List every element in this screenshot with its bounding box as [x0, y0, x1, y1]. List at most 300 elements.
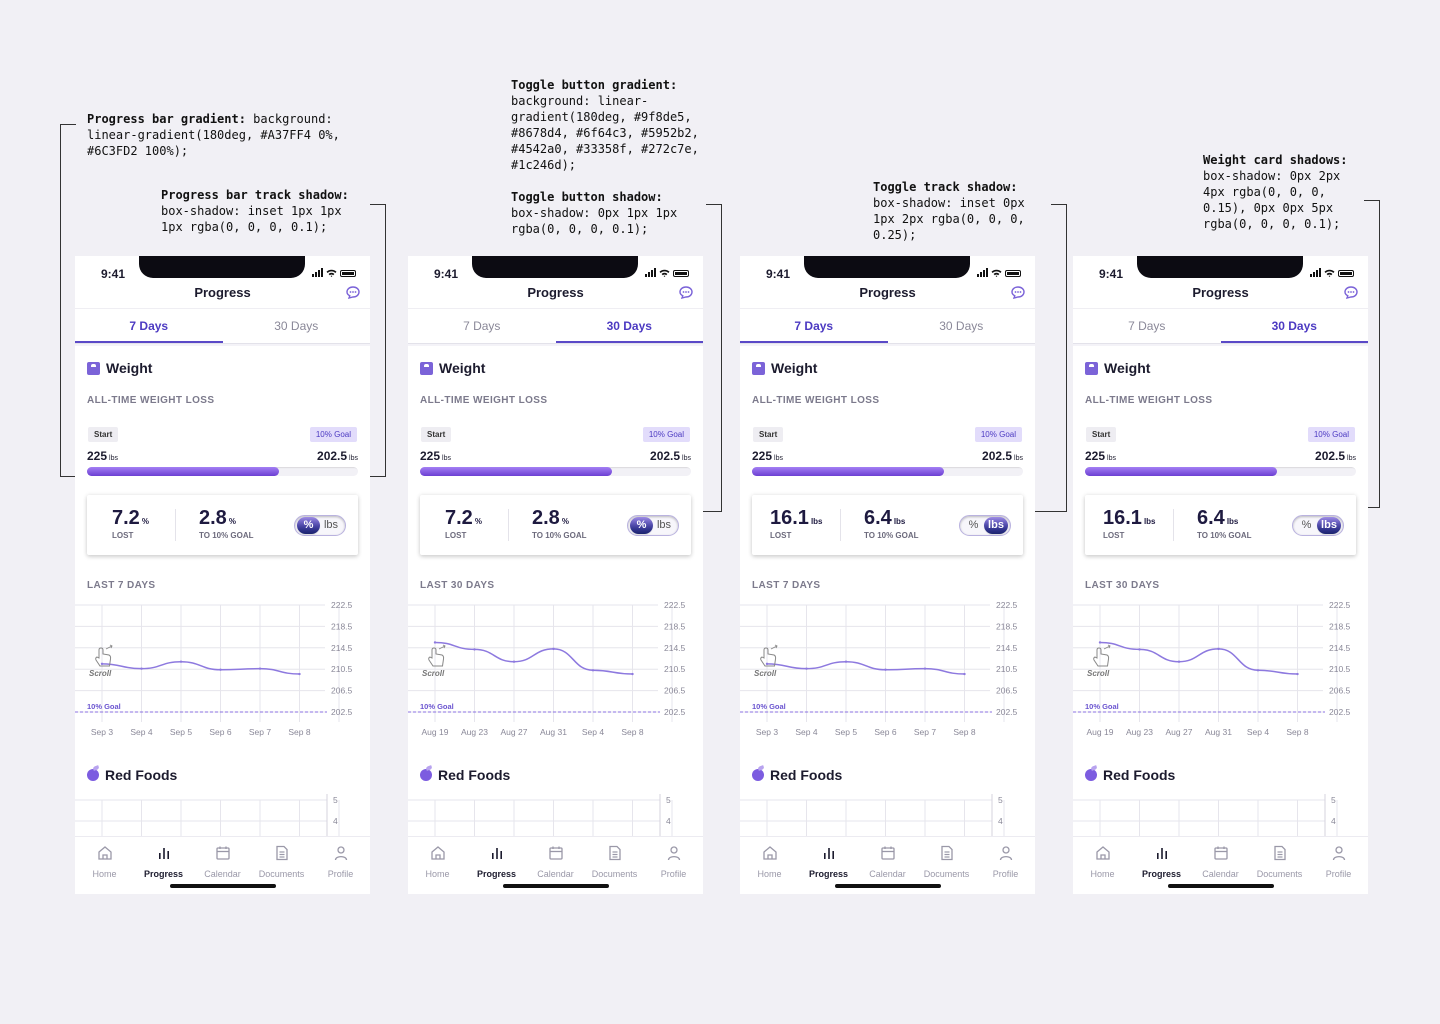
- red-foods-title: Red Foods: [770, 767, 843, 783]
- lost-unit: %: [141, 517, 149, 526]
- weight-point: [963, 673, 965, 675]
- lost-value: 16.1: [1103, 507, 1142, 529]
- tabbar-label: Progress: [808, 869, 849, 879]
- phone-screen-2: [408, 256, 703, 894]
- unit-toggle[interactable]: [959, 515, 1011, 536]
- scale-icon: [1085, 362, 1098, 375]
- red-foods-header: [87, 767, 177, 783]
- signal-icon: [1310, 268, 1321, 277]
- weight-card: [420, 495, 691, 555]
- tabbar-home[interactable]: [408, 837, 467, 894]
- goal-line-label: 10% Goal: [752, 702, 786, 711]
- status-time: 9:41: [1099, 267, 1124, 281]
- tabbar-label: Calendar: [204, 869, 241, 879]
- lost-stat: [1103, 507, 1156, 540]
- lost-value: 16.1: [770, 507, 809, 529]
- apple-icon: [752, 769, 764, 781]
- lost-unit: lbs: [1143, 517, 1156, 526]
- tab-30-days[interactable]: 30 Days: [274, 319, 319, 333]
- goal-line-label: 10% Goal: [87, 702, 121, 711]
- x-tick-label: Sep 6: [874, 727, 897, 737]
- progress-fill: [87, 467, 279, 476]
- weight-header: [1085, 360, 1150, 376]
- note-toggle-track-shadow: Toggle track shadow: box-shadow: inset 0px 1px 2px rgba(0, 0, 0, 0.25);: [873, 180, 1025, 242]
- divider: [75, 344, 370, 346]
- start-weight: 225 lbs: [87, 449, 118, 463]
- scroll-hint: Scroll: [754, 669, 777, 678]
- wifi-icon: [1324, 269, 1335, 277]
- home-indicator: [170, 884, 276, 888]
- document-icon: [1272, 845, 1288, 861]
- toggle-lbs[interactable]: lbs: [1317, 517, 1341, 534]
- start-chip: Start: [1086, 427, 1116, 442]
- tab-bar: [1073, 836, 1368, 894]
- y-tick-label: 202.5: [331, 707, 353, 717]
- weight-point: [473, 648, 475, 650]
- weight-point: [259, 667, 261, 669]
- hand-scroll-icon: [1094, 648, 1109, 666]
- lost-value: 7.2: [445, 507, 473, 529]
- y-tick-label: 214.5: [664, 642, 686, 653]
- unit-toggle[interactable]: [627, 515, 679, 536]
- y-tick-label: 210.5: [664, 664, 686, 675]
- mini-y-tick: 4: [1331, 816, 1336, 826]
- status-time: 9:41: [101, 267, 126, 281]
- x-tick-label: Aug 27: [500, 727, 528, 737]
- bar-chart-icon: [489, 845, 505, 861]
- tabbar-label: Documents: [258, 869, 305, 879]
- weight-series-line: [767, 662, 965, 674]
- x-tick-label: Aug 23: [1126, 727, 1153, 737]
- calendar-icon: [548, 845, 564, 861]
- to-goal-value: 6.4: [1197, 507, 1225, 529]
- page-title: Progress: [527, 285, 584, 300]
- x-tick-label: Sep 4: [581, 727, 605, 737]
- page-title: Progress: [859, 285, 916, 300]
- note-progress-gradient: Progress bar gradient: background: linear-gradient(180deg, #A37FF4 0%, #6C3FD2 100%);: [87, 112, 340, 158]
- mini-y-tick: 4: [666, 816, 671, 826]
- toggle-lbs[interactable]: lbs: [323, 519, 339, 531]
- start-chip: Start: [88, 427, 118, 442]
- x-tick-label: Sep 8: [288, 727, 311, 737]
- weight-header: [420, 360, 485, 376]
- weight-point: [180, 661, 182, 663]
- weight-title: Weight: [1104, 360, 1151, 376]
- red-foods-chart: [408, 792, 703, 836]
- to-goal-stat: [532, 507, 587, 540]
- mini-y-tick: 5: [333, 795, 338, 805]
- x-tick-label: Aug 23: [461, 727, 488, 737]
- tabbar-label: Home: [425, 869, 450, 879]
- notch: [472, 256, 638, 278]
- tab-30-days[interactable]: 30 Days: [939, 319, 984, 333]
- weight-point: [1217, 648, 1219, 650]
- weight-point: [805, 667, 807, 669]
- y-tick-label: 206.5: [664, 685, 686, 696]
- swipe-arrow-icon: [771, 645, 777, 649]
- notch: [804, 256, 970, 278]
- x-tick-label: Aug 19: [1086, 727, 1114, 737]
- weight-chart[interactable]: [408, 596, 703, 746]
- weight-card: [752, 495, 1023, 555]
- mini-y-tick: 4: [998, 816, 1003, 826]
- y-tick-label: 222.5: [664, 600, 686, 610]
- status-time: 9:41: [434, 267, 459, 281]
- x-tick-label: Sep 5: [834, 727, 858, 737]
- to-goal-unit: %: [228, 517, 236, 526]
- leader-line: [60, 124, 76, 477]
- start-weight: 225 lbs: [1085, 449, 1116, 463]
- status-bar: [740, 256, 1035, 288]
- calendar-icon: [880, 845, 896, 861]
- note-track-shadow: Progress bar track shadow: box-shadow: inset 1px 1px 1px rgba(0, 0, 0, 0.1);: [161, 188, 349, 234]
- toggle-lbs[interactable]: lbs: [656, 519, 672, 531]
- weight-chart[interactable]: [740, 596, 1035, 746]
- card-divider: [508, 509, 509, 541]
- bar-chart-icon: [1154, 845, 1170, 861]
- goal-weight: 202.5 lbs: [650, 449, 691, 463]
- divider: [740, 344, 1035, 346]
- alltime-caption: ALL-TIME WEIGHT LOSS: [1085, 395, 1213, 406]
- tabbar-label: Calendar: [1202, 869, 1239, 879]
- weight-chart[interactable]: [75, 596, 370, 746]
- swipe-arrow-icon: [1104, 645, 1110, 649]
- tabbar-label: Profile: [660, 869, 687, 879]
- tabbar-label: Home: [1090, 869, 1115, 879]
- signal-icon: [645, 268, 656, 277]
- weight-card: [87, 495, 358, 555]
- x-tick-label: Sep 4: [130, 727, 153, 737]
- chat-icon[interactable]: [679, 286, 693, 299]
- weight-point: [434, 641, 436, 643]
- weight-card: [1085, 495, 1356, 555]
- toggle-percent[interactable]: %: [1301, 519, 1312, 531]
- x-tick-label: Sep 7: [913, 727, 937, 737]
- x-tick-label: Aug 27: [1165, 727, 1193, 737]
- alltime-caption: ALL-TIME WEIGHT LOSS: [752, 395, 880, 406]
- scroll-hint: Scroll: [89, 669, 112, 678]
- x-tick-label: Sep 4: [1246, 727, 1270, 737]
- home-indicator: [835, 884, 941, 888]
- tabbar-label: Documents: [1256, 869, 1303, 879]
- mini-y-tick: 5: [998, 795, 1003, 805]
- lost-stat: [445, 507, 482, 540]
- x-tick-label: Sep 8: [1286, 727, 1309, 737]
- note-toggle-shadow: Toggle button shadow: box-shadow: 0px 1px 1px rgba(0, 0, 0, 0.1);: [511, 190, 678, 236]
- to-goal-label: TO 10% GOAL: [864, 531, 919, 540]
- x-tick-label: Sep 5: [169, 727, 193, 737]
- start-chip: Start: [753, 427, 783, 442]
- battery-icon: [1338, 270, 1354, 277]
- mini-y-tick: 4: [333, 816, 338, 826]
- wifi-icon: [326, 269, 337, 277]
- x-tick-label: Aug 19: [421, 727, 449, 737]
- apple-icon: [1085, 769, 1097, 781]
- note-toggle-gradient: Toggle button gradient: background: linear- gradient(180deg, #9f8de5, #8678d4, #6f64c3, #5952b2, #4542a0, #33358f, #272c7e, #1c246d);: [511, 78, 699, 172]
- weight-point: [1178, 661, 1180, 663]
- toggle-percent[interactable]: %: [630, 517, 653, 534]
- page-title: Progress: [194, 285, 251, 300]
- signal-icon: [977, 268, 988, 277]
- progress-fill: [1085, 467, 1277, 476]
- weight-point: [219, 669, 221, 671]
- to-goal-value: 2.8: [199, 507, 227, 529]
- swipe-arrow-icon: [439, 645, 445, 649]
- goal-weight: 202.5 lbs: [317, 449, 358, 463]
- weight-point: [845, 661, 847, 663]
- to-goal-stat: [1197, 507, 1252, 540]
- range-caption: LAST 7 DAYS: [752, 580, 821, 591]
- toggle-percent[interactable]: %: [297, 517, 320, 534]
- tabbar-label: Calendar: [537, 869, 574, 879]
- progress-fill: [752, 467, 944, 476]
- leader-line: [1051, 204, 1067, 512]
- weight-header: [752, 360, 817, 376]
- y-tick-label: 214.5: [996, 642, 1018, 653]
- apple-icon: [420, 769, 432, 781]
- tabbar-label: Documents: [923, 869, 970, 879]
- weight-point: [513, 661, 515, 663]
- lost-stat: [770, 507, 823, 540]
- weight-point: [552, 648, 554, 650]
- lost-unit: lbs: [810, 517, 823, 526]
- y-tick-label: 210.5: [996, 664, 1018, 675]
- to-goal-stat: [199, 507, 254, 540]
- toggle-lbs[interactable]: lbs: [984, 517, 1008, 534]
- status-bar: [408, 256, 703, 288]
- range-tabs: [1073, 308, 1368, 344]
- home-icon: [1095, 845, 1111, 861]
- note-card-shadow: Weight card shadows: box-shadow: 0px 2px 4px rgba(0, 0, 0, 0.15), 0px 0px 5px rgba(0, 0, 0, 0.1);: [1203, 153, 1348, 231]
- red-foods-header: [1085, 767, 1175, 783]
- tab-7-days[interactable]: 7 Days: [1128, 319, 1166, 333]
- tabbar-label: Progress: [1141, 869, 1182, 879]
- lost-stat: [112, 507, 149, 540]
- unit-toggle[interactable]: [294, 515, 346, 536]
- x-tick-label: Sep 3: [755, 727, 779, 737]
- red-foods-header: [420, 767, 510, 783]
- tabbar-profile[interactable]: [311, 837, 370, 894]
- goal-chip: 10% Goal: [1308, 427, 1355, 442]
- tab-7-days[interactable]: 7 Days: [463, 319, 501, 333]
- scroll-hint: Scroll: [422, 669, 445, 678]
- red-foods-title: Red Foods: [438, 767, 511, 783]
- tabbar-home[interactable]: [75, 837, 134, 894]
- tabbar-profile[interactable]: [976, 837, 1035, 894]
- profile-icon: [666, 845, 682, 861]
- document-icon: [274, 845, 290, 861]
- tabbar-label: Profile: [992, 869, 1019, 879]
- to-goal-value: 6.4: [864, 507, 892, 529]
- y-tick-label: 202.5: [996, 707, 1018, 717]
- bar-chart-icon: [821, 845, 837, 861]
- lost-value: 7.2: [112, 507, 140, 529]
- y-tick-label: 218.5: [331, 621, 353, 632]
- bar-chart-icon: [156, 845, 172, 861]
- weight-title: Weight: [439, 360, 486, 376]
- to-goal-unit: %: [561, 517, 569, 526]
- start-weight: 225 lbs: [752, 449, 783, 463]
- to-goal-value: 2.8: [532, 507, 560, 529]
- weight-point: [924, 667, 926, 669]
- x-tick-label: Sep 8: [621, 727, 644, 737]
- home-icon: [762, 845, 778, 861]
- range-caption: LAST 30 DAYS: [1085, 580, 1160, 591]
- notch: [1137, 256, 1303, 278]
- y-tick-label: 222.5: [331, 600, 353, 610]
- to-goal-unit: lbs: [1226, 517, 1239, 526]
- range-tabs: [408, 308, 703, 344]
- status-bar: [75, 256, 370, 288]
- goal-weight: 202.5 lbs: [982, 449, 1023, 463]
- battery-icon: [340, 270, 356, 277]
- mini-y-tick: 5: [1331, 795, 1336, 805]
- scroll-hint: Scroll: [1087, 669, 1110, 678]
- tabbar-profile[interactable]: [644, 837, 703, 894]
- x-tick-label: Sep 4: [795, 727, 818, 737]
- home-indicator: [503, 884, 609, 888]
- weight-point: [1138, 648, 1140, 650]
- y-tick-label: 206.5: [331, 685, 353, 696]
- y-tick-label: 214.5: [1329, 642, 1351, 653]
- tabbar-profile[interactable]: [1309, 837, 1368, 894]
- scale-icon: [752, 362, 765, 375]
- tabbar-home[interactable]: [740, 837, 799, 894]
- tab-bar: [408, 836, 703, 894]
- profile-icon: [998, 845, 1014, 861]
- weight-point: [884, 669, 886, 671]
- wifi-icon: [991, 269, 1002, 277]
- weight-point: [766, 663, 768, 665]
- alltime-caption: ALL-TIME WEIGHT LOSS: [87, 395, 215, 406]
- goal-line-label: 10% Goal: [420, 702, 454, 711]
- to-goal-label: TO 10% GOAL: [532, 531, 587, 540]
- scale-icon: [87, 362, 100, 375]
- red-foods-chart: [740, 792, 1035, 836]
- y-tick-label: 202.5: [664, 707, 686, 717]
- y-tick-label: 210.5: [1329, 664, 1351, 675]
- toggle-percent[interactable]: %: [968, 519, 979, 531]
- tabbar-label: Profile: [1325, 869, 1352, 879]
- lost-label: LOST: [1103, 531, 1125, 540]
- tab-bar: [740, 836, 1035, 894]
- tabbar-label: Profile: [327, 869, 354, 879]
- weight-header: [87, 360, 152, 376]
- weight-point: [1296, 673, 1298, 675]
- phone-screen-4: [1073, 256, 1368, 894]
- progress-track: [87, 467, 358, 476]
- notch: [139, 256, 305, 278]
- home-icon: [97, 845, 113, 861]
- goal-chip: 10% Goal: [643, 427, 690, 442]
- x-tick-label: Aug 31: [540, 727, 567, 737]
- swipe-arrow-icon: [106, 645, 112, 649]
- tabbar-label: Home: [757, 869, 782, 879]
- divider: [1073, 344, 1368, 346]
- red-foods-title: Red Foods: [1103, 767, 1176, 783]
- weight-point: [101, 663, 103, 665]
- mini-y-tick: 5: [666, 795, 671, 805]
- status-bar: [1073, 256, 1368, 288]
- card-divider: [175, 509, 176, 541]
- y-tick-label: 218.5: [996, 621, 1018, 632]
- tab-30-days[interactable]: 30 Days: [1221, 309, 1369, 343]
- weight-point: [631, 673, 633, 675]
- apple-icon: [87, 769, 99, 781]
- weight-series-line: [102, 662, 300, 674]
- x-tick-label: Sep 7: [248, 727, 272, 737]
- page-title: Progress: [1192, 285, 1249, 300]
- divider: [408, 344, 703, 346]
- profile-icon: [1331, 845, 1347, 861]
- lost-unit: %: [474, 517, 482, 526]
- chat-icon[interactable]: [1011, 286, 1025, 299]
- range-caption: LAST 7 DAYS: [87, 580, 156, 591]
- y-tick-label: 210.5: [331, 664, 353, 675]
- scale-icon: [420, 362, 433, 375]
- signal-icon: [312, 268, 323, 277]
- red-foods-header: [752, 767, 842, 783]
- tab-30-days[interactable]: 30 Days: [556, 309, 704, 343]
- x-tick-label: Sep 6: [209, 727, 232, 737]
- x-tick-label: Sep 3: [90, 727, 114, 737]
- card-divider: [1173, 509, 1174, 541]
- chat-icon[interactable]: [1344, 286, 1358, 299]
- battery-icon: [1005, 270, 1021, 277]
- tabbar-label: Calendar: [869, 869, 906, 879]
- to-goal-unit: lbs: [893, 517, 906, 526]
- weight-point: [140, 667, 142, 669]
- red-foods-chart: [75, 792, 370, 836]
- weight-point: [1099, 641, 1101, 643]
- range-tabs: [75, 308, 370, 344]
- unit-toggle[interactable]: [1292, 515, 1344, 536]
- tab-bar: [75, 836, 370, 894]
- weight-title: Weight: [106, 360, 153, 376]
- calendar-icon: [215, 845, 231, 861]
- tabbar-label: Progress: [476, 869, 517, 879]
- progress-track: [1085, 467, 1356, 476]
- status-time: 9:41: [766, 267, 791, 281]
- to-goal-stat: [864, 507, 919, 540]
- x-tick-label: Aug 31: [1205, 727, 1232, 737]
- phone-screen-1: [75, 256, 370, 894]
- progress-fill: [420, 467, 612, 476]
- home-indicator: [1168, 884, 1274, 888]
- tab-7-days[interactable]: 7 Days: [75, 309, 223, 343]
- tab-7-days[interactable]: 7 Days: [740, 309, 888, 343]
- tabbar-label: Documents: [591, 869, 638, 879]
- lost-label: LOST: [112, 531, 134, 540]
- phone-screen-3: [740, 256, 1035, 894]
- weight-chart[interactable]: [1073, 596, 1368, 746]
- y-tick-label: 218.5: [1329, 621, 1351, 632]
- goal-chip: 10% Goal: [975, 427, 1022, 442]
- range-tabs: [740, 308, 1035, 344]
- tabbar-home[interactable]: [1073, 837, 1132, 894]
- y-tick-label: 222.5: [996, 600, 1018, 610]
- tabbar-label: Progress: [143, 869, 184, 879]
- start-weight: 225 lbs: [420, 449, 451, 463]
- progress-track: [420, 467, 691, 476]
- weight-point: [592, 669, 594, 671]
- start-chip: Start: [421, 427, 451, 442]
- progress-track: [752, 467, 1023, 476]
- x-tick-label: Sep 8: [953, 727, 976, 737]
- weight-point: [298, 673, 300, 675]
- chat-icon[interactable]: [346, 286, 360, 299]
- home-icon: [430, 845, 446, 861]
